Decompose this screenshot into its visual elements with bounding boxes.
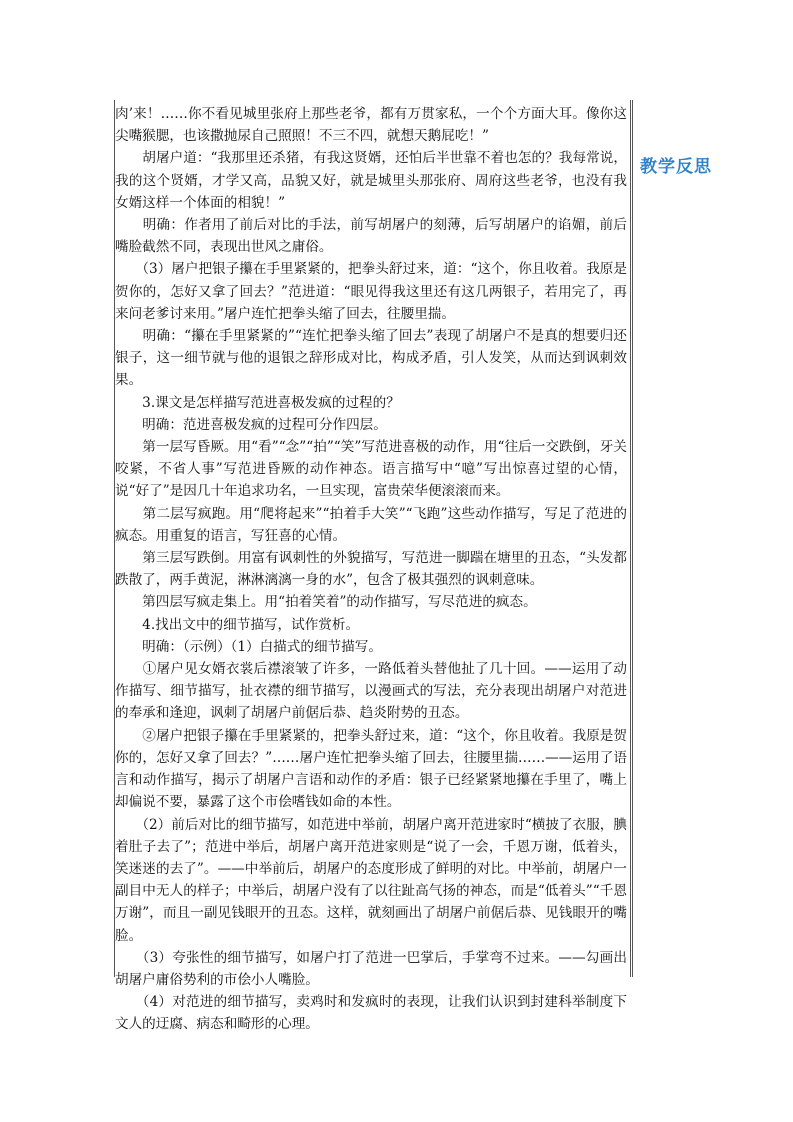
column-divider: [630, 100, 631, 977]
paragraph: 3.课文是怎样描写范进喜极发疯的过程的？: [115, 394, 400, 411]
paragraph: 明确：范进喜极发疯的过程可分作四层。: [115, 416, 387, 433]
paragraph: 第二层写疯跑。用“爬将起来”“拍着手大笑”“飞跑”这些动作描写，写足了范进的疯态。用重复的语言，写狂喜的心情。: [115, 505, 627, 544]
paragraph: （4）对范进的细节描写，卖鸡时和发疯时的表现，让我们认识到封建科举制度下文人的迂腐、病态和畸形的心理。: [115, 994, 627, 1033]
paragraph: ②屠户把银子攥在手里紧紧的，把拳头舒过来，道：“这个，你且收着。我原是贺你的，怎好又拿了回去？”……屠户连忙把拳头缩了回去，往腰里揣……——运用了语言和动作描写，揭示了胡屠户言语和动作的矛盾：银子已经紧紧地攥在手里了，嘴上却偏说不要，暴露了这个市侩嗜钱如命的本性。: [115, 727, 627, 811]
lesson-text-column: [115, 103, 627, 1036]
paragraph: 明确：（示例）（1）白描式的细节描写。: [115, 638, 382, 655]
paragraph: （2）前后对比的细节描写，如范进中举前，胡屠户离开范进家时“横披了衣服，腆着肚子去了”；范进中举后，胡屠户离开范进家则是“说了一会，千恩万谢，低着头，笑迷迷的去了”。——中举前后，胡屠户的态度形成了鲜明的对比。中举前，胡屠户一副目中无人的样子；中举后，胡屠户没有了以往趾高气扬的神态，而是“低着头”“千恩万谢”，而且一副见钱眼开的丑态。这样，就刻画出了胡屠户前倨后恭、见钱眼开的嘴脸。: [115, 816, 627, 944]
teaching-reflection-heading: 教学反思: [640, 157, 712, 177]
paragraph: 第一层写昏厥。用“看”“念”“拍”“笑”写范进喜极的动作，用“往后一交跌倒，牙关咬紧，不省人事”写范进昏厥的动作神态。语言描写中“噫”写出惊喜过望的心情，说“好了”是因几十年追求功名，一旦实现，富贵荣华便滚滚而来。: [115, 439, 627, 500]
paragraph: 肉’来！……你不看见城里张府上那些老爷，都有万贯家私，一个个方面大耳。像你这尖嘴猴腮，也该撒抛尿自己照照！不三不四，就想天鹅屁吃！”: [115, 106, 627, 145]
paragraph: 4.找出文中的细节描写，试作赏析。: [115, 616, 360, 633]
paragraph: ①屠户见女婿衣裳后襟滚皱了许多，一路低着头替他扯了几十回。——运用了动作描写、细节描写，扯衣襟的细节描写，以漫画式的写法，充分表现出胡屠户对范进的奉承和逢迎，讽刺了胡屠户前倨后恭、趋炎附势的丑态。: [115, 661, 627, 722]
column-divider-double: [632, 100, 633, 977]
paragraph: 胡屠户道：“我那里还杀猪，有我这贤婿，还怕后半世靠不着也怎的？我每常说，我的这个贤婿，才学又高，品貌又好，就是城里头那张府、周府这些老爷，也没有我女婿这样一个体面的相貌！”: [115, 150, 627, 211]
paragraph: 第三层写跌倒。用富有讽刺性的外貌描写，写范进一脚踹在塘里的丑态，“头发都跌散了，两手黄泥，淋淋漓漓一身的水”，包含了极其强烈的讽刺意味。: [115, 550, 627, 589]
paragraph: 明确：“攥在手里紧紧的”“连忙把拳头缩了回去”表现了胡屠户不是真的想要归还银子，这一细节就与他的退银之辞形成对比，构成矛盾，引人发笑，从而达到讽刺效果。: [115, 328, 627, 389]
paragraph: （3）夸张性的细节描写，如屠户打了范进一巴掌后，手掌弯不过来。——勾画出胡屠户庸俗势利的市侩小人嘴脸。: [115, 949, 627, 988]
paragraph: 第四层写疯走集上。用“拍着笑着”的动作描写，写尽范进的疯态。: [115, 594, 537, 611]
paragraph: （3）屠户把银子攥在手里紧紧的，把拳头舒过来，道：“这个，你且收着。我原是贺你的，怎好又拿了回去？”范进道：“眼见得我这里还有这几两银子，若用完了，再来问老爹讨来用。”屠户连忙把拳头缩了回去，往腰里揣。: [115, 261, 627, 322]
paragraph: 明确：作者用了前后对比的手法，前写胡屠户的刻薄，后写胡屠户的谄媚，前后嘴脸截然不同，表现出世风之庸俗。: [115, 217, 627, 256]
